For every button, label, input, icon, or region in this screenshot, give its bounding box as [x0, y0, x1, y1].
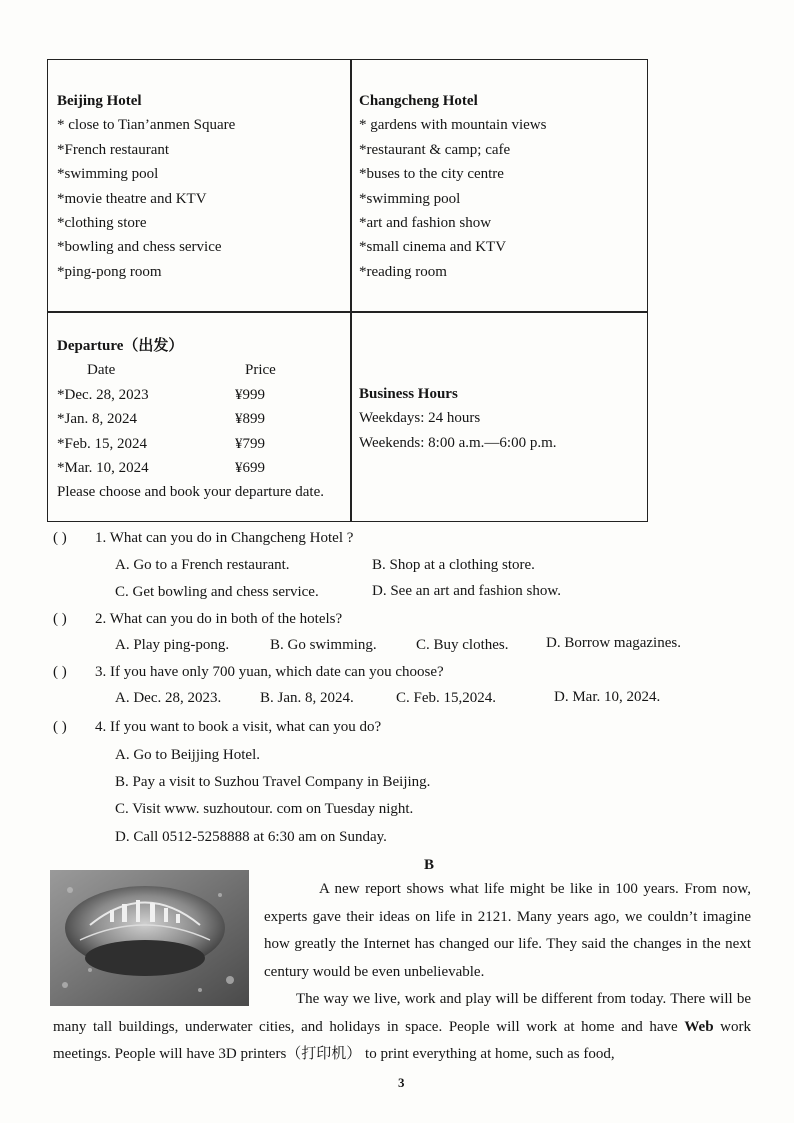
weekdays-hours: Weekdays: 24 hours — [359, 410, 481, 427]
option-a[interactable]: A. Go to a French restaurant. — [115, 557, 290, 573]
answer-blank[interactable]: ( ) — [53, 611, 67, 627]
beijing-hotel-title: Beijing Hotel — [57, 93, 142, 109]
passage-paragraph-2 — [53, 986, 751, 1069]
departure-row — [57, 383, 347, 407]
table-divider-vertical — [350, 60, 352, 521]
option-b[interactable]: B. Pay a visit to Suzhou Travel Company in Beijing. — [115, 774, 431, 790]
paragraph-1-text: A new report shows what life might be like in 100 years. From now, experts gave their ideas on life in 2121. Many years ago, we couldn’t imagine how greatly the Internet has changed our life. They said the changes in the next century would be even unbelievable. — [264, 881, 751, 980]
beijing-item: *French restaurant — [57, 141, 170, 158]
passage-paragraph-1 — [264, 876, 751, 986]
changcheng-item: *swimming pool — [359, 190, 461, 207]
question-stem: 3. If you have only 700 yuan, which date can you choose? — [95, 664, 444, 680]
departure-date: *Dec. 28, 2023 — [57, 386, 149, 403]
option-b[interactable]: B. Shop at a clothing store. — [372, 557, 535, 573]
changcheng-item: *buses to the city centre — [359, 166, 504, 183]
option-c[interactable]: C. Feb. 15,2024. — [396, 690, 497, 706]
paragraph-2-text: The way we live, work and play will be different from today. There will be many tall buildings, underwater cities, and holidays in space. People will work at home and have — [53, 991, 751, 1035]
answer-blank[interactable]: ( ) — [53, 530, 67, 546]
changcheng-item: * gardens with mountain views — [359, 117, 547, 134]
option-c[interactable]: C. Get bowling and chess service. — [115, 584, 319, 600]
changcheng-hotel-title: Changcheng Hotel — [359, 93, 478, 109]
changcheng-hotel-cell — [359, 89, 546, 284]
option-d[interactable]: D. Borrow magazines. — [546, 635, 681, 651]
changcheng-item: *reading room — [359, 263, 447, 280]
departure-row — [57, 456, 347, 480]
departure-date: *Feb. 15, 2024 — [57, 435, 147, 452]
departure-price: ¥999 — [235, 386, 265, 403]
answer-blank[interactable]: ( ) — [53, 719, 67, 735]
option-a[interactable]: A. Play ping-pong. — [115, 637, 230, 653]
paragraph-2-text-end: work meetings. People will have 3D printers（打印机） to print everything at home, such as food, — [53, 1018, 752, 1062]
beijing-item: *movie theatre and KTV — [57, 190, 207, 207]
departure-header-row — [57, 358, 347, 382]
changcheng-item: *small cinema and KTV — [359, 239, 507, 256]
changcheng-item: *art and fashion show — [359, 215, 492, 232]
departure-note: Please choose and book your departure date. — [57, 484, 324, 501]
departure-title: Departure（出发） — [57, 338, 184, 354]
option-b[interactable]: B. Jan. 8, 2024. — [260, 690, 354, 706]
section-heading: B — [424, 857, 435, 873]
web-bold-word: Web — [684, 1018, 714, 1035]
beijing-item: *swimming pool — [57, 166, 159, 183]
option-c[interactable]: C. Visit www. suzhoutour. com on Tuesday night. — [115, 801, 414, 817]
beijing-item: *bowling and chess service — [57, 239, 222, 256]
departure-date: *Jan. 8, 2024 — [57, 411, 137, 428]
beijing-item: *ping-pong room — [57, 263, 162, 280]
departure-price: ¥899 — [235, 411, 265, 428]
option-d[interactable]: D. See an art and fashion show. — [372, 583, 561, 599]
option-d[interactable]: D. Call 0512-5258888 at 6:30 am on Sunday. — [115, 829, 387, 845]
departure-price: ¥699 — [235, 460, 265, 477]
option-b[interactable]: B. Go swimming. — [270, 637, 377, 653]
beijing-item: * close to Tian’anmen Square — [57, 117, 236, 134]
option-a[interactable]: A. Go to Beijjing Hotel. — [115, 747, 260, 763]
date-header: Date — [87, 362, 116, 379]
departure-row — [57, 407, 347, 431]
option-a[interactable]: A. Dec. 28, 2023. — [115, 690, 222, 706]
page-number: 3 — [398, 1075, 405, 1090]
business-hours-title: Business Hours — [359, 386, 458, 402]
option-d[interactable]: D. Mar. 10, 2024. — [554, 689, 661, 705]
departure-cell — [57, 334, 347, 505]
beijing-hotel-cell — [57, 89, 235, 284]
price-header: Price — [245, 362, 276, 379]
departure-row — [57, 432, 347, 456]
answer-blank[interactable]: ( ) — [53, 664, 67, 680]
departure-date: *Mar. 10, 2024 — [57, 460, 149, 477]
question-stem: 1. What can you do in Changcheng Hotel ? — [95, 530, 354, 546]
changcheng-item: *restaurant & camp; cafe — [359, 141, 511, 158]
question-stem: 4. If you want to book a visit, what can you do? — [95, 719, 382, 735]
table-divider-horizontal — [48, 311, 647, 313]
beijing-item: *clothing store — [57, 215, 147, 232]
departure-price: ¥799 — [235, 435, 265, 452]
weekends-hours: Weekends: 8:00 a.m.—6:00 p.m. — [359, 434, 557, 451]
option-c[interactable]: C. Buy clothes. — [416, 637, 509, 653]
hotel-info-table — [47, 59, 648, 522]
question-stem: 2. What can you do in both of the hotels? — [95, 611, 343, 627]
business-hours-cell — [359, 382, 557, 455]
